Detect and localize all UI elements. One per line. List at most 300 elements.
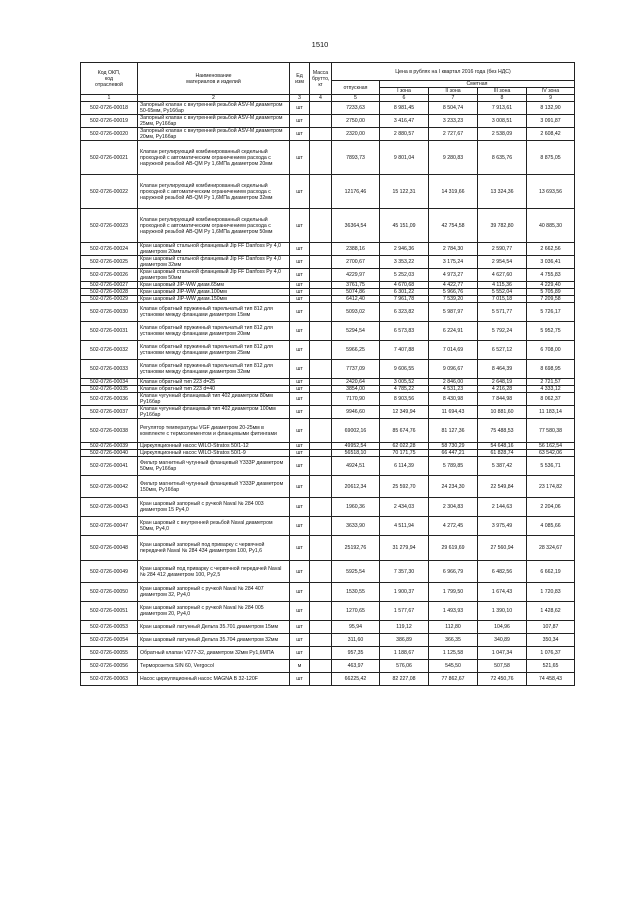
zone-3-price: 6 482,56 xyxy=(478,561,527,583)
table-row xyxy=(81,303,575,322)
item-name: Клапан регулирующий комбинированный седельный проходной с автоматическим ограничением расхода с наружной резьбой AB-QM Ру 1,6МПа диаметром 32мм xyxy=(138,175,290,209)
release-price: 4229,97 xyxy=(332,269,380,282)
item-name: Кран шаровый запорный с ручкой Naval № 284 005 диаметром 20, Ру4,0 xyxy=(138,602,290,621)
zone-4-price: 2 662,56 xyxy=(527,243,575,256)
item-name: Кран шаровый запорный под приварку с червячной передачей Naval № 284 434 диаметром 100, Ру1,6 xyxy=(138,536,290,561)
item-mass xyxy=(310,476,332,498)
zone-1-price: 2 946,36 xyxy=(380,243,429,256)
item-unit: шт xyxy=(290,282,310,289)
release-price: 1530,55 xyxy=(332,583,380,602)
zone-2-price: 14 319,66 xyxy=(429,175,478,209)
zone-1-price: 119,12 xyxy=(380,621,429,634)
zone-4-price: 2 608,42 xyxy=(527,128,575,141)
table-row xyxy=(81,102,575,115)
item-code: 502-0726-00018 xyxy=(81,102,138,115)
table-row xyxy=(81,498,575,517)
item-unit: шт xyxy=(290,583,310,602)
item-code: 502-0726-00019 xyxy=(81,115,138,128)
item-name: Терморозетка SIN 60, Vergocol xyxy=(138,660,290,673)
item-code: 502-0726-00023 xyxy=(81,209,138,243)
zone-3-price: 7 844,98 xyxy=(478,393,527,406)
zone-4-price: 7 209,58 xyxy=(527,296,575,303)
zone-3-price: 5 387,42 xyxy=(478,457,527,476)
item-code: 502-0726-00041 xyxy=(81,457,138,476)
zone-3-price: 5 792,24 xyxy=(478,322,527,341)
release-price: 3854,00 xyxy=(332,386,380,393)
zone-4-price: 77 580,38 xyxy=(527,419,575,443)
item-name: Обратный клапан V277-32, диаметром 32мм Ру1,6МПА xyxy=(138,647,290,660)
table-row xyxy=(81,660,575,673)
release-price: 56518,10 xyxy=(332,450,380,457)
column-number: 5 xyxy=(332,95,380,102)
item-name: Клапан чугунный фланцевый тип 402 диаметром 80мм Ру16бар xyxy=(138,393,290,406)
zone-2-price: 2 727,67 xyxy=(429,128,478,141)
zone-4-price: 1 428,62 xyxy=(527,602,575,621)
release-price: 5074,86 xyxy=(332,289,380,296)
header-code: Код ОКП, код отраслевой xyxy=(81,63,138,95)
item-unit: шт xyxy=(290,673,310,686)
zone-4-price: 5 705,89 xyxy=(527,289,575,296)
zone-2-price: 5 966,76 xyxy=(429,289,478,296)
item-unit: шт xyxy=(290,296,310,303)
release-price: 36364,54 xyxy=(332,209,380,243)
zone-4-price: 74 458,43 xyxy=(527,673,575,686)
item-code: 502-0726-00021 xyxy=(81,141,138,175)
zone-3-price: 104,96 xyxy=(478,621,527,634)
zone-1-price: 6 114,39 xyxy=(380,457,429,476)
item-unit: шт xyxy=(290,419,310,443)
item-mass xyxy=(310,175,332,209)
zone-1-price: 31 279,94 xyxy=(380,536,429,561)
zone-1-price: 45 151,09 xyxy=(380,209,429,243)
release-price: 5294,54 xyxy=(332,322,380,341)
item-name: Кран шаровый JIP-WW диам.65мм xyxy=(138,282,290,289)
zone-3-price: 6 527,12 xyxy=(478,341,527,360)
release-price: 1270,65 xyxy=(332,602,380,621)
item-unit: шт xyxy=(290,443,310,450)
zone-4-price: 3 091,87 xyxy=(527,115,575,128)
zone-3-price: 8 635,76 xyxy=(478,141,527,175)
item-unit: шт xyxy=(290,322,310,341)
table-row xyxy=(81,634,575,647)
zone-3-price: 4 627,60 xyxy=(478,269,527,282)
column-number: 9 xyxy=(527,95,575,102)
table-row xyxy=(81,128,575,141)
item-name: Циркуляционный насос WILO-Stratos 50/1-12 xyxy=(138,443,290,450)
item-unit: шт xyxy=(290,476,310,498)
release-price: 311,60 xyxy=(332,634,380,647)
zone-4-price: 3 036,41 xyxy=(527,256,575,269)
zone-1-price: 25 592,70 xyxy=(380,476,429,498)
zone-2-price: 4 422,77 xyxy=(429,282,478,289)
release-price: 5925,54 xyxy=(332,561,380,583)
zone-2-price: 6 224,91 xyxy=(429,322,478,341)
zone-4-price: 23 174,82 xyxy=(527,476,575,498)
item-unit: шт xyxy=(290,517,310,536)
item-code: 502-0726-00034 xyxy=(81,379,138,386)
item-unit: шт xyxy=(290,341,310,360)
table-row xyxy=(81,673,575,686)
zone-4-price: 2 721,57 xyxy=(527,379,575,386)
item-unit: шт xyxy=(290,102,310,115)
zone-4-price: 40 885,30 xyxy=(527,209,575,243)
item-name: Кран шаровый запорный с ручкой Naval № 284 407 диаметром 32, Ру4,0 xyxy=(138,583,290,602)
zone-1-price: 3 416,47 xyxy=(380,115,429,128)
item-mass xyxy=(310,341,332,360)
table-row xyxy=(81,115,575,128)
column-number: 8 xyxy=(478,95,527,102)
zone-2-price: 8 430,98 xyxy=(429,393,478,406)
item-mass xyxy=(310,561,332,583)
item-mass xyxy=(310,360,332,379)
item-code: 502-0726-00035 xyxy=(81,386,138,393)
item-unit: шт xyxy=(290,128,310,141)
table-row xyxy=(81,269,575,282)
table-row xyxy=(81,379,575,386)
item-mass xyxy=(310,289,332,296)
zone-2-price: 545,50 xyxy=(429,660,478,673)
item-mass xyxy=(310,621,332,634)
zone-3-price: 1 390,10 xyxy=(478,602,527,621)
item-mass xyxy=(310,583,332,602)
zone-3-price: 2 538,09 xyxy=(478,128,527,141)
item-unit: шт xyxy=(290,303,310,322)
item-name: Кран шаровый латунный Дельта 35.701 диаметром 15мм xyxy=(138,621,290,634)
zone-2-price: 42 754,58 xyxy=(429,209,478,243)
zone-1-price: 6 323,82 xyxy=(380,303,429,322)
zone-2-price: 81 127,36 xyxy=(429,419,478,443)
item-code: 502-0726-00050 xyxy=(81,583,138,602)
release-price: 2320,00 xyxy=(332,128,380,141)
item-unit: шт xyxy=(290,256,310,269)
zone-3-price: 5 571,77 xyxy=(478,303,527,322)
zone-1-price: 1 188,67 xyxy=(380,647,429,660)
item-code: 502-0726-00039 xyxy=(81,443,138,450)
item-code: 502-0726-00051 xyxy=(81,602,138,621)
zone-3-price: 75 488,53 xyxy=(478,419,527,443)
item-mass xyxy=(310,536,332,561)
column-number: 3 xyxy=(290,95,310,102)
item-mass xyxy=(310,115,332,128)
header-unit: Ед изм xyxy=(290,63,310,95)
release-price: 463,97 xyxy=(332,660,380,673)
item-mass xyxy=(310,379,332,386)
item-code: 502-0726-00047 xyxy=(81,517,138,536)
table-row xyxy=(81,256,575,269)
item-name: Кран шаровый стальной фланцевый Jip FF Danfoss Ру 4,0 диаметром 50мм xyxy=(138,269,290,282)
item-name: Клапан обратный пружинный тарельчатый тип 812 для установки между фланцами диаметром 25мм xyxy=(138,341,290,360)
zone-3-price: 1 674,43 xyxy=(478,583,527,602)
zone-4-price: 521,65 xyxy=(527,660,575,673)
item-unit: шт xyxy=(290,115,310,128)
item-code: 502-0726-00054 xyxy=(81,634,138,647)
release-price: 3633,90 xyxy=(332,517,380,536)
item-unit: шт xyxy=(290,243,310,256)
item-code: 502-0726-00033 xyxy=(81,360,138,379)
zone-3-price: 2 144,63 xyxy=(478,498,527,517)
table-row xyxy=(81,341,575,360)
item-name: Фильтр магнитный чугунный фланцевый Y333P диаметром 50мм, Ру16бар xyxy=(138,457,290,476)
zone-1-price: 1 900,37 xyxy=(380,583,429,602)
release-price: 2420,64 xyxy=(332,379,380,386)
zone-3-price: 7 913,61 xyxy=(478,102,527,115)
zone-1-price: 6 301,22 xyxy=(380,289,429,296)
item-name: Кран шаровый латунный Дельта 35.704 диаметром 32мм xyxy=(138,634,290,647)
zone-4-price: 8 132,90 xyxy=(527,102,575,115)
zone-3-price: 2 590,77 xyxy=(478,243,527,256)
item-unit: шт xyxy=(290,289,310,296)
item-code: 502-0726-00024 xyxy=(81,243,138,256)
table-row xyxy=(81,450,575,457)
item-mass xyxy=(310,128,332,141)
item-code: 502-0726-00030 xyxy=(81,303,138,322)
zone-2-price: 7 014,69 xyxy=(429,341,478,360)
zone-3-price: 22 549,84 xyxy=(478,476,527,498)
column-number: 4 xyxy=(310,95,332,102)
table-row xyxy=(81,393,575,406)
zone-3-price: 2 954,54 xyxy=(478,256,527,269)
zone-2-price: 58 730,29 xyxy=(429,443,478,450)
release-price: 5966,25 xyxy=(332,341,380,360)
release-price: 69002,16 xyxy=(332,419,380,443)
item-mass xyxy=(310,209,332,243)
zone-4-price: 107,87 xyxy=(527,621,575,634)
zone-2-price: 1 125,58 xyxy=(429,647,478,660)
zone-3-price: 3 975,49 xyxy=(478,517,527,536)
zone-3-price: 27 560,94 xyxy=(478,536,527,561)
zone-2-price: 4 973,27 xyxy=(429,269,478,282)
zone-4-price: 4 333,12 xyxy=(527,386,575,393)
item-unit: шт xyxy=(290,269,310,282)
item-mass xyxy=(310,282,332,289)
item-code: 502-0726-00048 xyxy=(81,536,138,561)
item-code: 502-0726-00053 xyxy=(81,621,138,634)
item-code: 502-0726-00042 xyxy=(81,476,138,498)
item-mass xyxy=(310,419,332,443)
zone-1-price: 85 674,76 xyxy=(380,419,429,443)
item-mass xyxy=(310,393,332,406)
release-price: 95,94 xyxy=(332,621,380,634)
zone-4-price: 8 062,37 xyxy=(527,393,575,406)
header-zone-3: III зона xyxy=(478,88,527,95)
zone-2-price: 11 694,43 xyxy=(429,406,478,419)
table-row xyxy=(81,419,575,443)
release-price: 7737,09 xyxy=(332,360,380,379)
item-mass xyxy=(310,634,332,647)
item-code: 502-0726-00043 xyxy=(81,498,138,517)
zone-4-price: 1 076,37 xyxy=(527,647,575,660)
item-mass xyxy=(310,322,332,341)
table-row xyxy=(81,406,575,419)
zone-3-price: 2 648,19 xyxy=(478,379,527,386)
zone-1-price: 70 171,75 xyxy=(380,450,429,457)
item-unit: шт xyxy=(290,536,310,561)
header-release: отпускная xyxy=(332,81,380,95)
zone-2-price: 29 619,69 xyxy=(429,536,478,561)
zone-1-price: 12 349,94 xyxy=(380,406,429,419)
table-row xyxy=(81,296,575,303)
header-estimate: Сметная xyxy=(380,81,575,88)
table-row xyxy=(81,602,575,621)
release-price: 2750,00 xyxy=(332,115,380,128)
item-name: Регулятор температуры VGF диаметром 20-25мм в комплекте с термоэлементом и фланцевыми фитингами xyxy=(138,419,290,443)
item-code: 502-0726-00027 xyxy=(81,282,138,289)
zone-2-price: 112,80 xyxy=(429,621,478,634)
item-mass xyxy=(310,102,332,115)
zone-2-price: 77 862,67 xyxy=(429,673,478,686)
item-name: Клапан чугунный фланцевый тип 402 диаметром 100мм Ру16бар xyxy=(138,406,290,419)
item-code: 502-0726-00025 xyxy=(81,256,138,269)
zone-1-price: 1 577,67 xyxy=(380,602,429,621)
header-zone-1: I зона xyxy=(380,88,429,95)
zone-3-price: 39 782,80 xyxy=(478,209,527,243)
zone-1-price: 9 801,04 xyxy=(380,141,429,175)
item-unit: шт xyxy=(290,393,310,406)
zone-2-price: 3 175,24 xyxy=(429,256,478,269)
page-number: 1510 xyxy=(311,40,329,49)
item-name: Насос циркуляционный насос MAGNA В 32-120F xyxy=(138,673,290,686)
item-unit: шт xyxy=(290,360,310,379)
zone-3-price: 4 216,28 xyxy=(478,386,527,393)
item-code: 502-0726-00029 xyxy=(81,296,138,303)
item-mass xyxy=(310,498,332,517)
zone-3-price: 4 115,36 xyxy=(478,282,527,289)
item-name: Клапан регулирующий комбинированный седельный проходной с автоматическим ограничением расхода с наружной резьбой AB-QM Ру 1,6МПа диаметром 20мм xyxy=(138,141,290,175)
zone-4-price: 63 542,06 xyxy=(527,450,575,457)
header-zone-4: IV зона xyxy=(527,88,575,95)
item-unit: м xyxy=(290,660,310,673)
item-unit: шт xyxy=(290,602,310,621)
release-price: 25192,76 xyxy=(332,536,380,561)
zone-4-price: 4 085,66 xyxy=(527,517,575,536)
zone-1-price: 4 511,94 xyxy=(380,517,429,536)
header-price-group: Цена в рублях на I квартал 2016 года (без НДС) xyxy=(332,63,575,81)
item-name: Клапан обратный пружинный тарельчатый тип 812 для установки между фланцами диаметром 32мм xyxy=(138,360,290,379)
zone-4-price: 11 183,14 xyxy=(527,406,575,419)
item-unit: шт xyxy=(290,647,310,660)
item-mass xyxy=(310,457,332,476)
table-row xyxy=(81,243,575,256)
item-code: 502-0726-00049 xyxy=(81,561,138,583)
item-name: Клапан обратный тип 223 d=40 xyxy=(138,386,290,393)
zone-1-price: 9 606,55 xyxy=(380,360,429,379)
table-row xyxy=(81,322,575,341)
release-price: 5093,02 xyxy=(332,303,380,322)
item-code: 502-0726-00037 xyxy=(81,406,138,419)
item-mass xyxy=(310,141,332,175)
zone-4-price: 350,34 xyxy=(527,634,575,647)
item-name: Клапан обратный пружинный тарельчатый тип 812 для установки между фланцами диаметром 20мм xyxy=(138,322,290,341)
zone-1-price: 8 903,56 xyxy=(380,393,429,406)
item-unit: шт xyxy=(290,634,310,647)
column-number: 1 xyxy=(81,95,138,102)
zone-2-price: 4 531,23 xyxy=(429,386,478,393)
item-mass xyxy=(310,386,332,393)
zone-3-price: 3 008,51 xyxy=(478,115,527,128)
item-name: Запорный клапан с внутренней резьбой ASV-M диаметром 50-65мм, Ру16бар xyxy=(138,102,290,115)
item-unit: шт xyxy=(290,209,310,243)
release-price: 20612,34 xyxy=(332,476,380,498)
zone-1-price: 6 573,83 xyxy=(380,322,429,341)
release-price: 3761,75 xyxy=(332,282,380,289)
item-unit: шт xyxy=(290,406,310,419)
zone-4-price: 6 662,19 xyxy=(527,561,575,583)
release-price: 7233,63 xyxy=(332,102,380,115)
zone-2-price: 24 234,30 xyxy=(429,476,478,498)
zone-2-price: 6 966,79 xyxy=(429,561,478,583)
item-mass xyxy=(310,647,332,660)
zone-4-price: 4 229,40 xyxy=(527,282,575,289)
zone-3-price: 1 047,34 xyxy=(478,647,527,660)
table-row xyxy=(81,289,575,296)
zone-1-price: 2 880,57 xyxy=(380,128,429,141)
column-number: 7 xyxy=(429,95,478,102)
zone-1-price: 3 005,52 xyxy=(380,379,429,386)
item-code: 502-0726-00020 xyxy=(81,128,138,141)
item-code: 502-0726-00028 xyxy=(81,289,138,296)
zone-2-price: 2 304,83 xyxy=(429,498,478,517)
item-name: Запорный клапан с внутренней резьбой ASV-M диаметром 20мм, Ру16бар xyxy=(138,128,290,141)
zone-3-price: 507,58 xyxy=(478,660,527,673)
item-name: Кран шаровый под приварку с червячной передачей Naval № 284 412 диаметром 100, Ру2,5 xyxy=(138,561,290,583)
price-table xyxy=(80,62,575,686)
item-unit: шт xyxy=(290,498,310,517)
item-unit: шт xyxy=(290,386,310,393)
item-mass xyxy=(310,673,332,686)
zone-3-price: 72 450,76 xyxy=(478,673,527,686)
item-code: 502-0726-00031 xyxy=(81,322,138,341)
zone-3-price: 5 552,04 xyxy=(478,289,527,296)
zone-1-price: 4 670,68 xyxy=(380,282,429,289)
item-name: Кран шаровый JIP-WW диам.100мм xyxy=(138,289,290,296)
zone-3-price: 54 648,16 xyxy=(478,443,527,450)
item-name: Фильтр магнитный чугунный фланцевый Y333P диаметром 150мм, Ру16бар xyxy=(138,476,290,498)
zone-4-price: 13 693,56 xyxy=(527,175,575,209)
zone-1-price: 15 122,31 xyxy=(380,175,429,209)
zone-4-price: 5 952,75 xyxy=(527,322,575,341)
zone-1-price: 576,06 xyxy=(380,660,429,673)
item-unit: шт xyxy=(290,450,310,457)
item-mass xyxy=(310,406,332,419)
item-mass xyxy=(310,602,332,621)
item-mass xyxy=(310,269,332,282)
item-mass xyxy=(310,660,332,673)
zone-3-price: 340,89 xyxy=(478,634,527,647)
zone-3-price: 7 015,18 xyxy=(478,296,527,303)
zone-2-price: 1 799,50 xyxy=(429,583,478,602)
zone-4-price: 2 204,06 xyxy=(527,498,575,517)
zone-1-price: 82 227,08 xyxy=(380,673,429,686)
item-mass xyxy=(310,243,332,256)
item-code: 502-0726-00036 xyxy=(81,393,138,406)
item-name: Кран шаровый запорный с ручкой Naval № 284 003 диаметром 15 Ру4,0 xyxy=(138,498,290,517)
header-mass: Масса брутто, кг xyxy=(310,63,332,95)
zone-2-price: 3 233,23 xyxy=(429,115,478,128)
zone-4-price: 6 708,00 xyxy=(527,341,575,360)
zone-2-price: 9 096,67 xyxy=(429,360,478,379)
zone-3-price: 13 324,36 xyxy=(478,175,527,209)
table-row xyxy=(81,517,575,536)
item-name: Циркуляционный насос WILO-Stratos 50/1-9 xyxy=(138,450,290,457)
zone-2-price: 366,35 xyxy=(429,634,478,647)
column-number: 6 xyxy=(380,95,429,102)
item-code: 502-0726-00040 xyxy=(81,450,138,457)
release-price: 1960,36 xyxy=(332,498,380,517)
item-name: Клапан обратный тип 223 d=25 xyxy=(138,379,290,386)
item-unit: шт xyxy=(290,457,310,476)
release-price: 4924,51 xyxy=(332,457,380,476)
table-row xyxy=(81,209,575,243)
